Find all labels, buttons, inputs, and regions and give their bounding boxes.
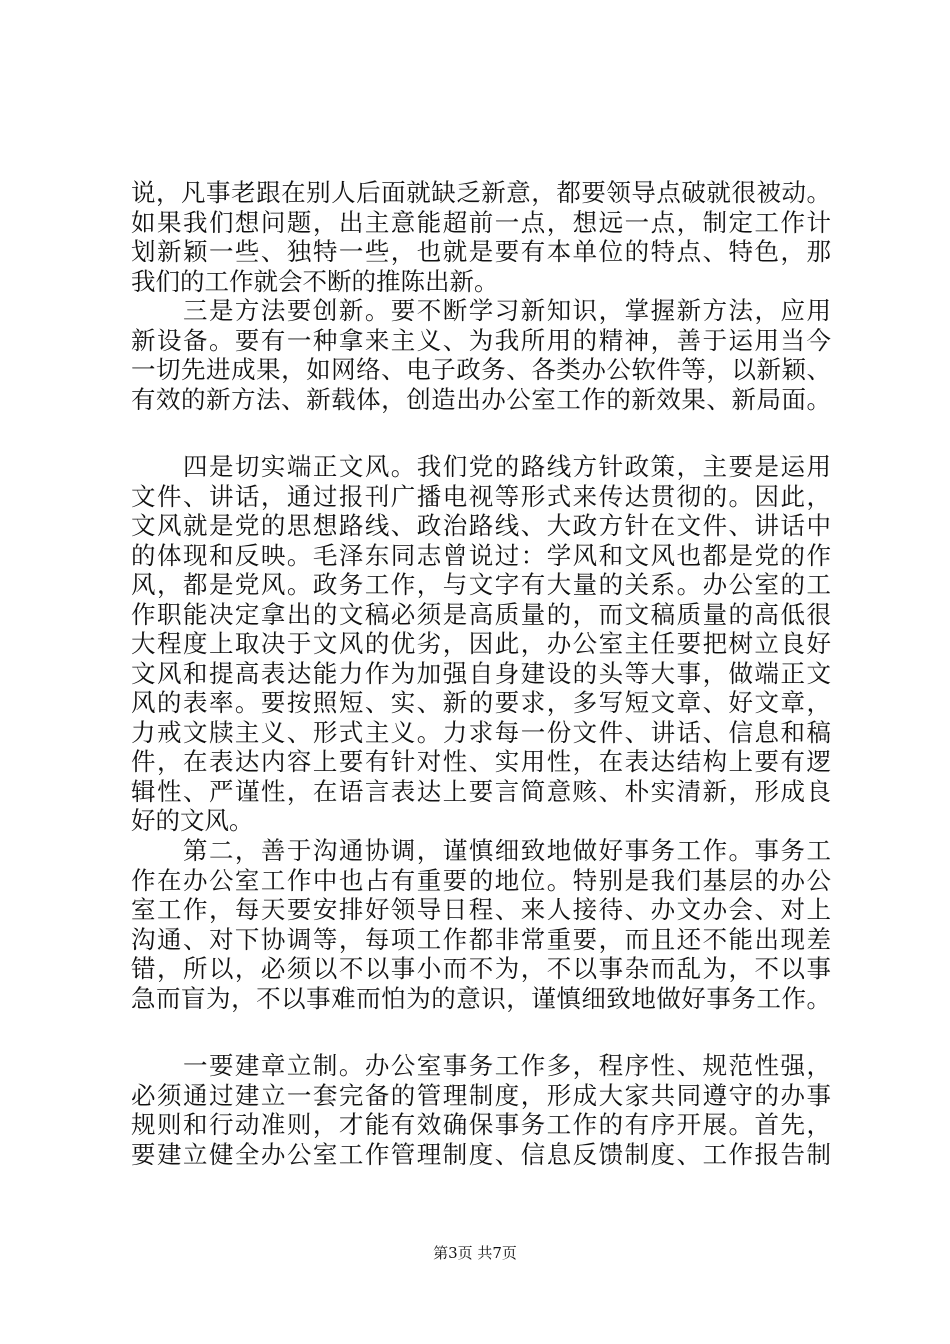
paragraph-4 (131, 836, 831, 1013)
text-line: 错，所以，必须以不以事小而不为，不以事杂而乱为，不以事 (131, 954, 831, 983)
text-line: 风的表率。要按照短、实、新的要求，多写短文章、好文章， (131, 688, 831, 717)
text-line: 我们的工作就会不断的推陈出新。 (131, 266, 499, 296)
text-line: 一切先进成果，如网络、电子政务、各类办公软件等，以新颖、 (131, 355, 831, 384)
paragraph-3 (131, 452, 831, 836)
text-line: 三是方法要创新。要不断学习新知识，掌握新方法，应用 (131, 296, 831, 325)
text-line: 新设备。要有一种拿来主义、为我所用的精神，善于运用当今 (131, 325, 831, 355)
text-line: 急而盲为，不以事难而怕为的意识，谨慎细致地做好事务工作。 (131, 983, 831, 1013)
text-line: 规则和行动准则，才能有效确保事务工作的有序开展。首先， (131, 1110, 831, 1139)
text-line: 四是切实端正文风。我们党的路线方针政策，主要是运用 (131, 452, 831, 481)
text-line: 如果我们想问题，出主意能超前一点，想远一点，制定工作计 (131, 207, 831, 237)
text-line: 文风就是党的思想路线、政治路线、大政方针在文件、讲话中 (131, 511, 831, 540)
text-line: 风，都是党风。政务工作，与文字有大量的关系。办公室的工 (131, 570, 831, 599)
text-line: 辑性、严谨性，在语言表达上要言简意赅、朴实清新，形成良 (131, 776, 831, 806)
paragraph-5 (131, 1051, 831, 1169)
text-line: 文件、讲话，通过报刊广播电视等形式来传达贯彻的。因此， (131, 481, 831, 511)
text-line: 说，凡事老跟在别人后面就缺乏新意，都要领导点破就很被动。 (131, 178, 831, 207)
text-line: 划新颖一些、独特一些，也就是要有本单位的特点、特色，那 (131, 237, 831, 266)
text-line: 必须通过建立一套完备的管理制度，形成大家共同遵守的办事 (131, 1080, 831, 1110)
text-line: 作职能决定拿出的文稿必须是高质量的，而文稿质量的高低很 (131, 599, 831, 629)
page-number-footer: 第3页 共7页 (433, 1244, 517, 1262)
text-line: 第二，善于沟通协调，谨慎细致地做好事务工作。事务工 (131, 836, 831, 865)
text-line: 力戒文牍主义、形式主义。力求每一份文件、讲话、信息和稿 (131, 717, 831, 747)
text-line: 的体现和反映。毛泽东同志曾说过：学风和文风也都是党的作 (131, 540, 831, 570)
text-line: 好的文风。 (131, 806, 254, 835)
text-line: 有效的新方法、新载体，创造出办公室工作的新效果、新局面。 (131, 384, 831, 414)
text-line: 一要建章立制。办公室事务工作多，程序性、规范性强， (131, 1051, 831, 1080)
text-line: 件，在表达内容上要有针对性、实用性，在表达结构上要有逻 (131, 747, 831, 776)
paragraph-1 (131, 178, 831, 296)
text-line: 要建立健全办公室工作管理制度、信息反馈制度、工作报告制 (131, 1139, 831, 1169)
paragraph-2 (131, 296, 831, 414)
text-line: 室工作，每天要安排好领导日程、来人接待、办文办会、对上 (131, 895, 831, 924)
text-line: 作在办公室工作中也占有重要的地位。特别是我们基层的办公 (131, 865, 831, 895)
text-line: 沟通、对下协调等，每项工作都非常重要，而且还不能出现差 (131, 924, 831, 954)
text-line: 大程度上取决于文风的优劣，因此，办公室主任要把树立良好 (131, 629, 831, 658)
text-line: 文风和提高表达能力作为加强自身建设的头等大事，做端正文 (131, 658, 831, 688)
